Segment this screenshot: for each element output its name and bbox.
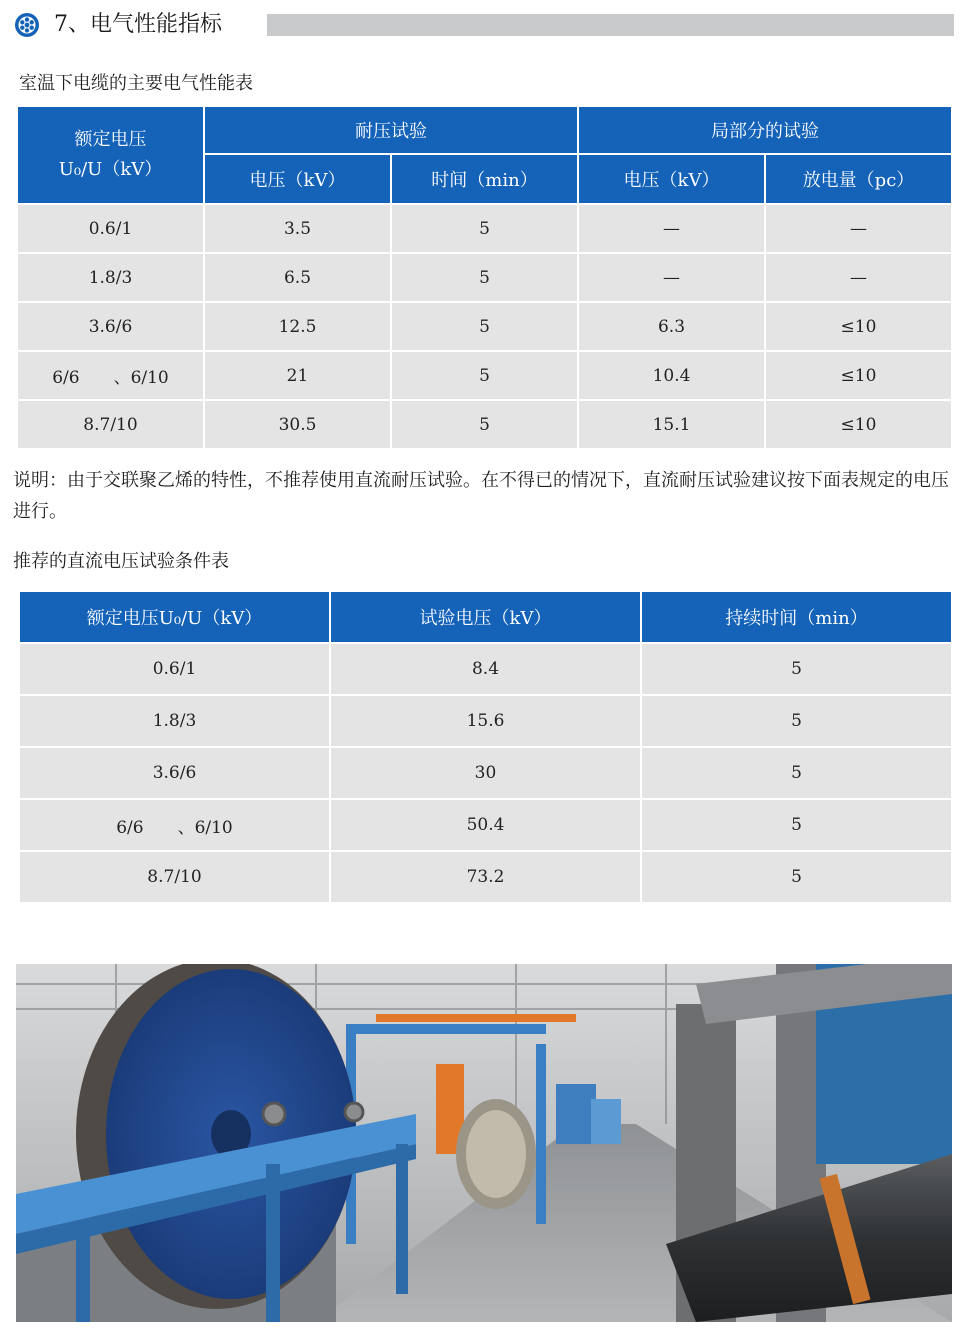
factory-photo bbox=[16, 964, 952, 1322]
table-cell: ≤10 bbox=[765, 351, 952, 400]
table-cell: 73.2 bbox=[330, 851, 641, 903]
table-cell: 50.4 bbox=[330, 799, 641, 851]
table-cell: 12.5 bbox=[204, 302, 391, 351]
section-header bbox=[14, 10, 954, 42]
table-cell: 0.6/1 bbox=[17, 204, 204, 253]
table-cell: 5 bbox=[641, 747, 952, 799]
table-cell: 6/6 、6/10 bbox=[19, 799, 330, 851]
cable-logo-icon bbox=[14, 12, 40, 38]
rated-voltage-header bbox=[17, 106, 204, 204]
table-cell: 15.6 bbox=[330, 695, 641, 747]
table-row bbox=[17, 253, 952, 302]
factory-illustration bbox=[16, 964, 952, 1322]
withstand-test-header: 耐压试验 bbox=[204, 106, 578, 154]
table-cell: 1.8/3 bbox=[19, 695, 330, 747]
table-cell: 5 bbox=[641, 851, 952, 903]
table-cell: 5 bbox=[391, 204, 578, 253]
table2-header: 持续时间（min） bbox=[641, 591, 952, 643]
table-row bbox=[19, 799, 952, 851]
table-row bbox=[19, 643, 952, 695]
rated-voltage-unit: U₀/U（kV） bbox=[58, 159, 163, 180]
table-row bbox=[19, 851, 952, 903]
table-cell: — bbox=[578, 204, 765, 253]
table-cell: 3.5 bbox=[204, 204, 391, 253]
table-cell: 0.6/1 bbox=[19, 643, 330, 695]
table-cell: 8.7/10 bbox=[17, 400, 204, 449]
table-cell: 5 bbox=[641, 799, 952, 851]
sub-header: 电压（kV） bbox=[578, 154, 765, 204]
table-cell: 5 bbox=[391, 253, 578, 302]
table-cell: — bbox=[765, 204, 952, 253]
table-cell: 10.4 bbox=[578, 351, 765, 400]
table-cell: 21 bbox=[204, 351, 391, 400]
table-row bbox=[17, 302, 952, 351]
table-cell: 5 bbox=[391, 351, 578, 400]
table-cell: 30.5 bbox=[204, 400, 391, 449]
table-row bbox=[17, 204, 952, 253]
sub-header: 时间（min） bbox=[391, 154, 578, 204]
table-row bbox=[19, 695, 952, 747]
table-cell: — bbox=[578, 253, 765, 302]
sub-header: 电压（kV） bbox=[204, 154, 391, 204]
table-row bbox=[19, 747, 952, 799]
section-title: 7、电气性能指标 bbox=[54, 12, 222, 37]
table1-caption: 室温下电缆的主要电气性能表 bbox=[19, 73, 253, 94]
table-cell: 6.3 bbox=[578, 302, 765, 351]
sub-header: 放电量（pc） bbox=[765, 154, 952, 204]
table-cell: 5 bbox=[391, 400, 578, 449]
table-cell: 3.6/6 bbox=[17, 302, 204, 351]
table2-header: 额定电压U₀/U（kV） bbox=[19, 591, 330, 643]
table-cell: 8.4 bbox=[330, 643, 641, 695]
rated-voltage-label: 额定电压 bbox=[74, 129, 147, 150]
table-row bbox=[17, 400, 952, 449]
note-paragraph: 说明：由于交联聚乙烯的特性，不推荐使用直流耐压试验。在不得已的情况下，直流耐压试验建议按下面表规定的电压进行。 bbox=[13, 470, 949, 522]
table2-caption: 推荐的直流电压试验条件表 bbox=[13, 551, 229, 572]
dc-voltage-test-table bbox=[18, 590, 953, 904]
table-cell: 3.6/6 bbox=[19, 747, 330, 799]
title-bar bbox=[267, 14, 954, 36]
table-cell: 5 bbox=[641, 643, 952, 695]
table-cell: 5 bbox=[391, 302, 578, 351]
table-cell: 6.5 bbox=[204, 253, 391, 302]
partial-discharge-header: 局部分的试验 bbox=[578, 106, 952, 154]
electrical-performance-table bbox=[16, 105, 953, 450]
table-cell: 1.8/3 bbox=[17, 253, 204, 302]
table-cell: ≤10 bbox=[765, 400, 952, 449]
table-cell: — bbox=[765, 253, 952, 302]
table-cell: ≤10 bbox=[765, 302, 952, 351]
table-cell: 8.7/10 bbox=[19, 851, 330, 903]
table-row bbox=[17, 351, 952, 400]
table2-header: 试验电压（kV） bbox=[330, 591, 641, 643]
table-cell: 30 bbox=[330, 747, 641, 799]
table-cell: 6/6 、6/10 bbox=[17, 351, 204, 400]
table-cell: 5 bbox=[641, 695, 952, 747]
table-cell: 15.1 bbox=[578, 400, 765, 449]
